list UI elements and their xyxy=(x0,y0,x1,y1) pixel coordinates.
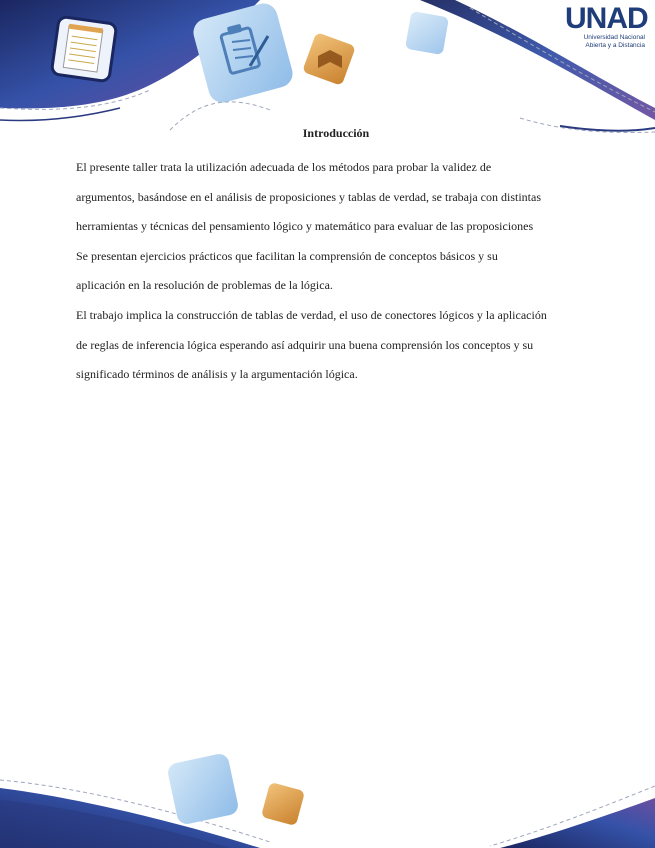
paragraph-line: de reglas de inferencia lógica esperando así adquirir una buena comprensión los conceptos y su xyxy=(76,337,534,352)
paragraph-line: argumentos, basándose en el análisis de proposiciones y tablas de verdad, se trabaja con distintas xyxy=(76,189,541,204)
paragraph-line: El trabajo implica la construcción de tablas de verdad, el uso de conectores lógicos y la aplicación xyxy=(76,307,547,322)
footer-decoration xyxy=(0,738,655,848)
notepad-icon xyxy=(51,16,117,82)
paragraph-line: Se presentan ejercicios prácticos que facilitan la comprensión de conceptos básicos y su xyxy=(76,248,498,263)
book-icon xyxy=(302,32,356,86)
paragraph-line: El presente taller trata la utilización adecuada de los métodos para probar la validez de xyxy=(76,160,492,174)
document-title: Introducción xyxy=(302,126,370,140)
document-body xyxy=(76,126,596,390)
paragraph-line: herramientas y técnicas del pensamiento lógico y matemático para evaluar de las proposiciones xyxy=(76,219,534,234)
unad-logo xyxy=(565,4,649,60)
paragraph-line: significado términos de análisis y la argumentación lógica. xyxy=(76,367,358,382)
paragraph-line: aplicación en la resolución de problemas de la lógica. xyxy=(76,278,333,293)
logo-subtitle-line2: Abierta y a Distancia xyxy=(585,42,645,49)
logo-wordmark: UNAD xyxy=(565,2,648,35)
logo-subtitle-line1: Universidad Nacional xyxy=(583,34,645,41)
